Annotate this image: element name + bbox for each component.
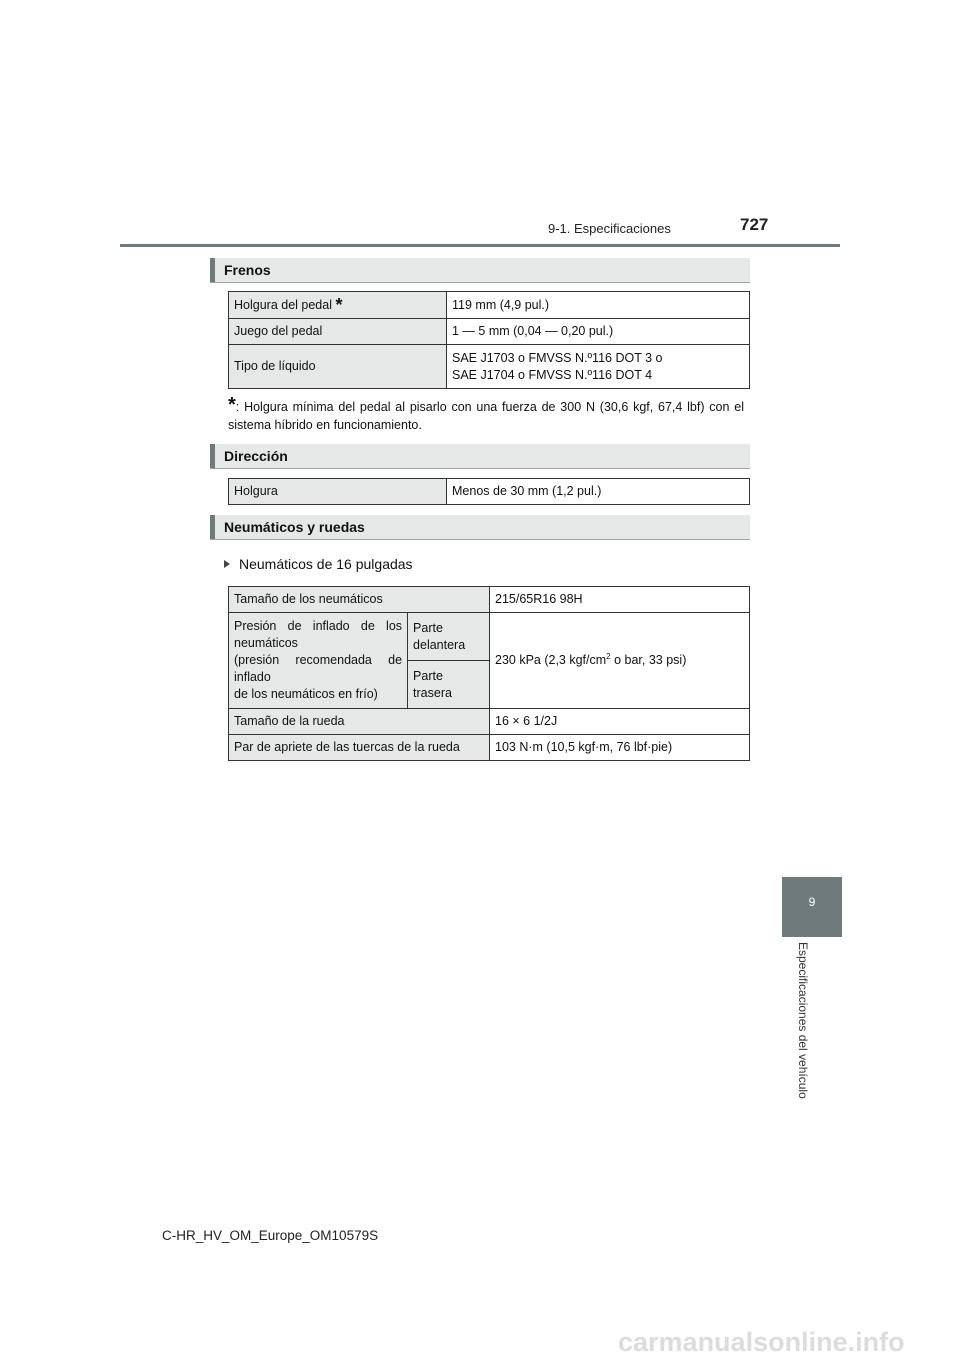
rear-label: Parte trasera bbox=[408, 661, 490, 709]
pressure-value bbox=[490, 613, 750, 709]
steering-play-value: Menos de 30 mm (1,2 pul.) bbox=[447, 479, 750, 505]
tire-size-label: Tamaño de los neumáticos bbox=[229, 587, 490, 613]
direccion-title: Dirección bbox=[224, 448, 288, 464]
triangle-bullet-icon bbox=[224, 560, 230, 568]
pressure-value-rest: o bar, 33 psi) bbox=[610, 653, 687, 667]
frenos-table bbox=[228, 291, 750, 389]
pedal-freeplay-label: Juego del pedal bbox=[229, 319, 447, 345]
pedal-play-value: 119 mm (4,9 pul.) bbox=[447, 292, 750, 319]
table-row bbox=[229, 613, 750, 661]
section-accent-bar bbox=[210, 444, 215, 468]
front-label: Parte delantera bbox=[408, 613, 490, 661]
section-header: 9-1. Especificaciones bbox=[548, 221, 671, 236]
table-row bbox=[229, 292, 750, 319]
pressure-value-main: 230 kPa (2,3 kgf/cm bbox=[495, 653, 607, 667]
neumaticos-title: Neumáticos y ruedas bbox=[224, 519, 365, 535]
frenos-footnote bbox=[228, 394, 744, 434]
watermark: carmanualsonline.info bbox=[618, 1327, 905, 1357]
wheel-size-label: Tamaño de la rueda bbox=[229, 709, 490, 735]
asterisk-mark: * bbox=[335, 294, 343, 315]
neumaticos-table bbox=[228, 586, 750, 761]
table-row bbox=[229, 345, 750, 389]
table-row bbox=[229, 587, 750, 613]
table-row bbox=[229, 709, 750, 735]
fluid-type-line-2: SAE J1704 o FMVSS N.º116 DOT 4 bbox=[452, 367, 653, 382]
pressure-label-line-3: de los neumáticos en frío) bbox=[234, 687, 378, 701]
frenos-title: Frenos bbox=[224, 262, 271, 278]
pedal-freeplay-value: 1 — 5 mm (0,04 — 0,20 pul.) bbox=[447, 319, 750, 345]
section-accent-bar bbox=[210, 258, 215, 282]
wheel-size-value: 16 × 6 1/2J bbox=[490, 709, 750, 735]
document-id: C-HR_HV_OM_Europe_OM10579S bbox=[162, 1228, 379, 1243]
fluid-type-line-1: SAE J1703 o FMVSS N.º116 DOT 3 o bbox=[452, 350, 663, 365]
pedal-play-label: Holgura del pedal bbox=[234, 297, 332, 312]
section-title-neumaticos bbox=[210, 515, 750, 540]
chapter-number: 9 bbox=[808, 895, 816, 909]
direccion-table bbox=[228, 478, 750, 505]
footnote-text: : Holgura mínima del pedal al pisarlo con una fuerza de 300 N (30,6 kgf, 67,4 lbf) con el sistema híbrido en funcionamiento. bbox=[228, 400, 744, 432]
footnote-asterisk: * bbox=[228, 394, 236, 416]
tire-size-heading bbox=[224, 556, 413, 572]
page-number: 727 bbox=[740, 215, 769, 234]
tire-size-heading-text: Neumáticos de 16 pulgadas bbox=[239, 556, 413, 572]
steering-play-label: Holgura bbox=[229, 479, 447, 505]
tire-size-value: 215/65R16 98H bbox=[490, 587, 750, 613]
fluid-type-value bbox=[447, 345, 750, 389]
pressure-value-superscript: 2 bbox=[606, 651, 611, 661]
pressure-label bbox=[229, 613, 408, 709]
table-row bbox=[229, 319, 750, 345]
section-accent-bar bbox=[210, 515, 215, 539]
table-cell bbox=[229, 292, 447, 319]
header-divider bbox=[120, 244, 840, 247]
pressure-label-line-2: (presión recomendada de inflado bbox=[234, 653, 403, 684]
section-title-frenos bbox=[210, 258, 750, 283]
table-row bbox=[229, 479, 750, 505]
section-title-direccion bbox=[210, 444, 750, 469]
table-row bbox=[229, 735, 750, 761]
pressure-label-line-1: Presión de inflado de los neumáticos bbox=[234, 619, 403, 650]
chapter-label: Especificaciones del vehículo bbox=[796, 942, 810, 1099]
torque-label: Par de apriete de las tuercas de la rueda bbox=[229, 735, 490, 761]
fluid-type-label: Tipo de líquido bbox=[229, 345, 447, 389]
torque-value: 103 N·m (10,5 kgf·m, 76 lbf·pie) bbox=[490, 735, 750, 761]
